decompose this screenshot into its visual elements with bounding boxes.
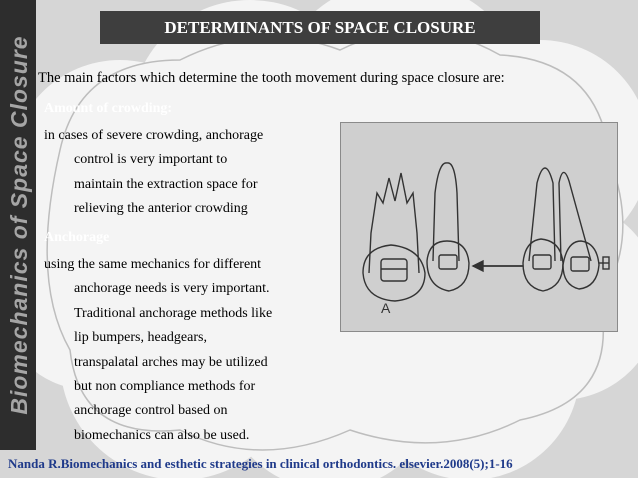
body-line: biomechanics can also be used. [74,427,250,443]
body-line: anchorage needs is very important. [74,281,270,297]
molar-tube [381,259,407,281]
section-heading-crowding: Amount of crowding: [44,101,173,116]
incisor-bracket [571,257,589,271]
body-line: maintain the extraction space for [74,176,258,192]
body-line: transpalatal arches may be utilized [74,354,268,370]
incisor-root [559,172,591,261]
sidebar-title: Biomechanics of Space Closure [6,35,32,415]
premolar-bracket [439,255,457,269]
sidebar [0,0,36,450]
body-line: lip bumpers, headgears, [74,330,207,346]
figure-label: A [381,300,391,316]
slide-title: DETERMINANTS OF SPACE CLOSURE [100,11,540,44]
section-body-anchorage [44,253,272,448]
canine-root [529,168,555,261]
molar-tooth [369,173,419,273]
intro-text: The main factors which determine the tooth movement during space closure are: [38,70,505,86]
canine-crown [523,239,563,291]
premolar-root [433,163,459,261]
tooth-diagram [341,123,617,331]
canine-bracket [533,255,551,269]
body-line: using the same mechanics for different [44,257,262,272]
citation: Nanda R.Biomechanics and esthetic strategies in clinical orthodontics. elsevier.2008(5);1-16 [8,456,513,471]
body-line: in cases of severe crowding, anchorage [44,128,264,143]
body-line: relieving the anterior crowding [74,201,248,217]
body-line: but non compliance methods for [74,379,256,395]
tooth-diagram-figure [340,122,618,332]
section-heading-anchorage: Anchorage [44,230,110,245]
section-body-crowding [44,124,263,222]
body-line: control is very important to [74,152,228,168]
body-line: anchorage control based on [74,403,228,419]
molar-crown [363,245,425,301]
body-line: Traditional anchorage methods like [74,305,273,321]
incisor-crown [563,241,599,289]
